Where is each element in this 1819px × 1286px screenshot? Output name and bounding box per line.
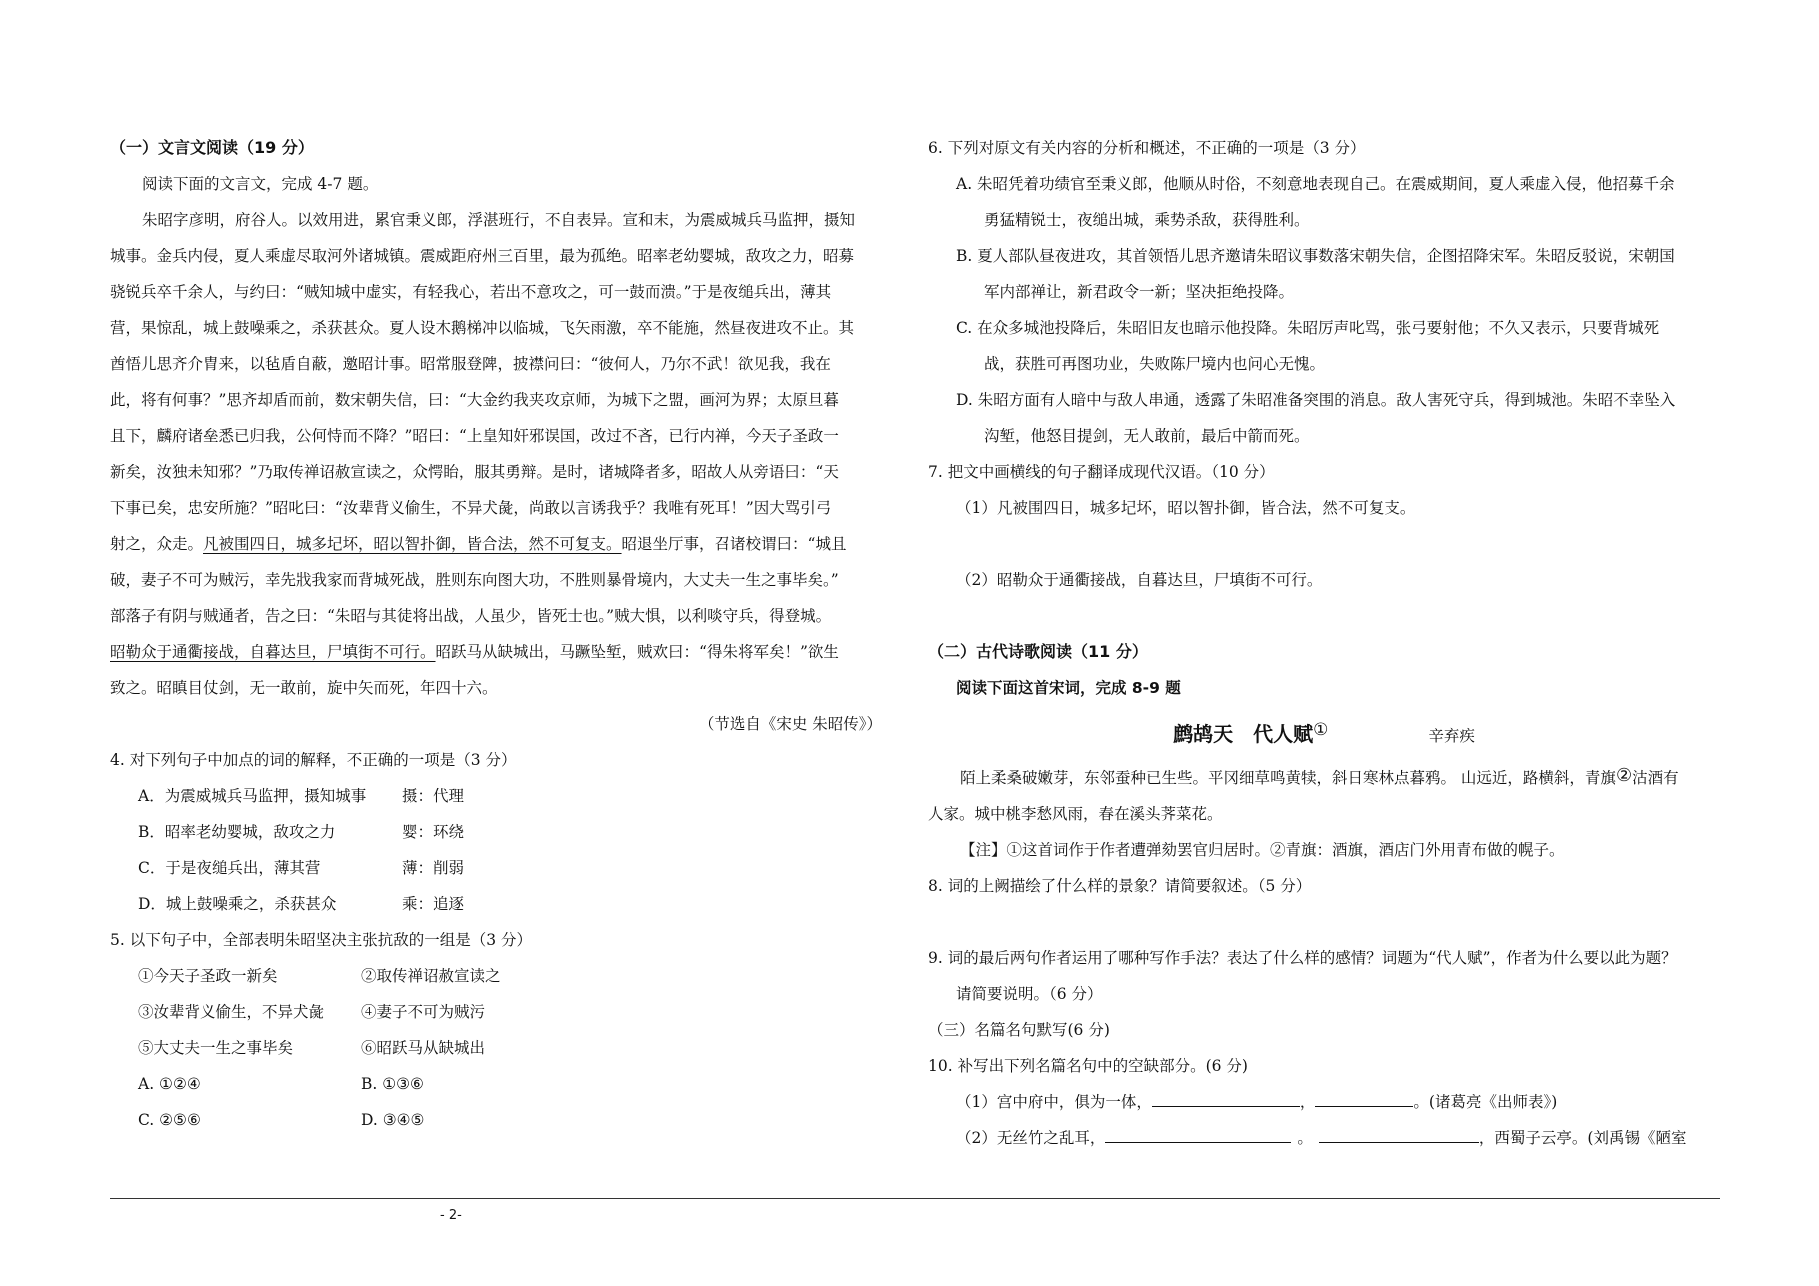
fill-blank[interactable]	[1152, 1086, 1300, 1107]
passage-line	[110, 526, 892, 562]
item: ②取传禅诏赦宣读之	[361, 967, 501, 985]
question-4-option	[110, 778, 892, 814]
question-6-option-b-cont: 军内部禅让，新君政令一新；坚决拒绝投降。	[984, 283, 1295, 301]
passage-line: 新矣，汝独未知邪？”乃取传禅诏赦宣读之，众愕眙，服其勇辩。是时，诸城降者多，昭故人从旁语曰：“天	[110, 463, 839, 481]
left-column	[110, 130, 892, 1138]
question-10-item-1	[928, 1084, 1720, 1120]
option-explanation: 乘：追逐	[402, 895, 465, 913]
question-10-stem: 10. 补写出下列名篇名句中的空缺部分。(6 分)	[928, 1057, 1248, 1075]
question-6-option-a-cont: 勇猛精锐士，夜缒出城，乘势杀敌，获得胜利。	[984, 211, 1310, 229]
item-text: ，	[1299, 1093, 1316, 1111]
question-6-option-a: A. 朱昭凭着功绩官至秉义郎，他顺从时俗，不刻意地表现自己。在震威期间，夏人乘虚入侵，他招募千余	[956, 175, 1675, 193]
question-6-option-c-cont: 战，获胜可再图功业，失败陈尸境内也问心无愧。	[984, 355, 1326, 373]
poem-line	[928, 758, 1720, 796]
fill-blank[interactable]	[1315, 1086, 1413, 1107]
passage-line: 破，妻子不可为贼污，幸先戕我家而背城死战，胜则东向图大功，不胜则暴骨境内，大丈夫一生之事毕矣。”	[110, 571, 839, 589]
choice: C. ②⑤⑥	[138, 1111, 201, 1129]
section-title: （二）古代诗歌阅读（11 分）	[928, 642, 1148, 661]
poem-text: 沽酒有	[1632, 769, 1679, 787]
question-6-option-d: D. 朱昭方面有人暗中与敌人串通，透露了朱昭准备突围的消息。敌人害死守兵，得到城池。朱昭不幸坠入	[956, 391, 1676, 409]
option-explanation: 婴：环绕	[402, 823, 465, 841]
poem-instruction: 阅读下面这首宋词，完成 8-9 题	[956, 679, 1181, 697]
passage-line: 骁锐兵卒千余人，与约曰：“贼知城中虚实，有轻我心，若出不意攻之，可一鼓而溃。”于是夜缒兵出，薄其	[110, 283, 832, 301]
question-5-items	[110, 958, 892, 994]
passage-line: 此，将有何事？”思齐却盾而前，数宋朝失信，曰：“大金约我夹攻京师，为城下之盟，画河为界；太原旦暮	[110, 391, 839, 409]
section-title: （一）文言文阅读（19 分）	[110, 138, 314, 157]
answer-space	[928, 526, 1720, 562]
section-title: （三）名篇名句默写(6 分)	[928, 1021, 1110, 1039]
question-4-option	[110, 886, 892, 922]
choice: D. ③④⑤	[361, 1111, 425, 1129]
question-4-stem: 4. 对下列句子中加点的词的解释，不正确的一项是（3 分）	[110, 751, 517, 769]
item: ⑥昭跃马从缺城出	[361, 1039, 486, 1057]
item-text: 。	[1297, 1129, 1313, 1147]
question-5-items	[110, 1030, 892, 1066]
option-sentence: A．为震威城兵马监押，摄知城事	[138, 787, 367, 805]
poem-title-text: 鹧鸪天 代人赋	[1173, 722, 1314, 746]
passage-line: 营，果惊乱，城上鼓噪乘之，杀获甚众。夏人设木鹅梯冲以临城，飞矢雨激，卒不能施，然昼夜进攻不止。其	[110, 319, 855, 337]
item: ①今天子圣政一新矣	[138, 967, 278, 985]
question-6-option-d-cont: 沟堑，他怒目提剑，无人敢前，最后中箭而死。	[984, 427, 1310, 445]
option-sentence: B．昭率老幼婴城，敌攻之力	[138, 823, 336, 841]
poem-note: 【注】①这首词作于作者遭弹劾罢官归居时。②青旗：酒旗，酒店门外用青布做的幌子。	[960, 841, 1565, 859]
answer-space	[928, 598, 1720, 634]
passage-line	[110, 634, 892, 670]
question-7-sentence-1: （1）凡被围四日，城多圮坏，昭以智扑御，皆合法，然不可复支。	[956, 499, 1416, 517]
passage-source: （节选自《宋史 朱昭传》）	[698, 715, 882, 733]
footnote-marker: ①	[1313, 720, 1329, 740]
question-5-stem: 5. 以下句子中，全部表明朱昭坚决主张抗敌的一组是（3 分）	[110, 931, 533, 949]
item-text: （1）宫中府中，俱为一体，	[956, 1093, 1152, 1111]
question-4-option	[110, 850, 892, 886]
fill-blank[interactable]	[1319, 1122, 1479, 1143]
poem-author: 辛弃疾	[1428, 727, 1475, 745]
question-5-choices	[110, 1066, 892, 1102]
answer-space	[928, 904, 1720, 940]
instruction: 阅读下面的文言文，完成 4-7 题。	[142, 175, 379, 193]
passage-text: 昭退坐厅事，召诸校谓曰：“城且	[621, 535, 847, 553]
item-text: ，西蜀子云亭。(刘禹锡《陋室	[1478, 1129, 1687, 1147]
item: ③汝辈背义偷生，不异犬彘	[138, 1003, 325, 1021]
passage-line: 朱昭字彦明，府谷人。以效用进，累官秉义郎，浮湛班行，不自表异。宣和末，为震威城兵马监押，摄知	[142, 211, 856, 229]
right-column	[928, 130, 1720, 1156]
footnote-marker: ②	[1615, 765, 1633, 786]
question-8: 8. 词的上阙描绘了什么样的景象？请简要叙述。（5 分）	[928, 877, 1312, 895]
underlined-sentence-1: 凡被围四日，城多圮坏，昭以智扑御，皆合法，然不可复支。	[203, 535, 622, 553]
question-6-stem: 6. 下列对原文有关内容的分析和概述，不正确的一项是（3 分）	[928, 139, 1366, 157]
question-7-sentence-2: （2）昭勒众于通衢接战，自暮达旦，尸填街不可行。	[956, 571, 1323, 589]
question-6-option-c: C. 在众多城池投降后，朱昭旧友也暗示他投降。朱昭厉声叱骂，张弓要射他；不久又表示，只要背城死	[956, 319, 1660, 337]
question-10-item-2	[928, 1120, 1720, 1156]
question-4-option	[110, 814, 892, 850]
passage-line: 且下，麟府诸垒悉已归我，公何恃而不降？”昭曰：“上皇知奸邪误国，改过不吝，已行内禅，今天子圣政一	[110, 427, 839, 445]
option-sentence: C．于是夜缒兵出，薄其营	[138, 859, 321, 877]
poem-title	[928, 712, 1720, 754]
fill-blank[interactable]	[1105, 1122, 1291, 1143]
passage-text: 射之，众走。	[110, 535, 204, 553]
option-explanation: 薄：削弱	[402, 859, 465, 877]
passage-line: 酋悟儿思齐介胄来，以毡盾自蔽，邀昭计事。昭常服登陴，披襟问曰：“彼何人，乃尔不武！欲见我，我在	[110, 355, 831, 373]
item: ④妻子不可为贼污	[361, 1003, 486, 1021]
passage-text: 昭跃马从缺城出，马蹶坠堑，贼欢曰：“得朱将军矣！”欲生	[435, 643, 839, 661]
choice: A. ①②④	[138, 1075, 201, 1093]
footer-divider	[110, 1198, 1720, 1199]
question-5-choices	[110, 1102, 892, 1138]
item-text: 。(诸葛亮《出师表》)	[1413, 1093, 1558, 1111]
passage	[110, 202, 892, 706]
question-7-stem: 7. 把文中画横线的句子翻译成现代汉语。（10 分）	[928, 463, 1275, 481]
poem-text: 陌上柔桑破嫩芽，东邻蚕种已生些。平冈细草鸣黄犊，斜日寒林点暮鸦。 山远近，路横斜，青旗	[960, 769, 1616, 787]
choice: B. ①③⑥	[361, 1075, 424, 1093]
passage-line: 下事已矣，忠安所施？”昭叱曰：“汝辈背义偷生，不异犬彘，尚敢以言诱我乎？我唯有死耳！”因大骂引弓	[110, 499, 832, 517]
question-5-items	[110, 994, 892, 1030]
question-9-cont: 请简要说明。（6 分）	[956, 985, 1103, 1003]
poem-line: 人家。城中桃李愁风雨，春在溪头荠菜花。	[928, 805, 1223, 823]
option-explanation: 摄：代理	[402, 787, 465, 805]
option-sentence: D．城上鼓噪乘之，杀获甚众	[138, 895, 337, 913]
item-text: （2）无丝竹之乱耳，	[956, 1129, 1106, 1147]
passage-line: 致之。昭瞋目仗剑，无一敢前，旋中矢而死，年四十六。	[110, 679, 498, 697]
question-9: 9. 词的最后两句作者运用了哪种写作手法？表达了什么样的感情？词题为“代人赋”，作者为什么要以此为题？	[928, 949, 1677, 967]
underlined-sentence-2: 昭勒众于通衢接战，自暮达旦，尸填街不可行。	[110, 643, 436, 661]
passage-line: 部落子有阴与贼通者，告之曰：“朱昭与其徒将出战，人虽少，皆死士也。”贼大惧，以利啖守兵，得登城。	[110, 607, 832, 625]
page-number: - 2-	[440, 1208, 462, 1223]
question-6-option-b: B. 夏人部队昼夜进攻，其首领悟儿思齐邀请朱昭议事数落宋朝失信，企图招降宋军。朱昭反驳说，宋朝国	[956, 247, 1675, 265]
item: ⑤大丈夫一生之事毕矣	[138, 1039, 294, 1057]
passage-line: 城事。金兵内侵，夏人乘虚尽取河外诸城镇。震威距府州三百里，最为孤绝。昭率老幼婴城，敌攻之力，昭募	[110, 247, 855, 265]
